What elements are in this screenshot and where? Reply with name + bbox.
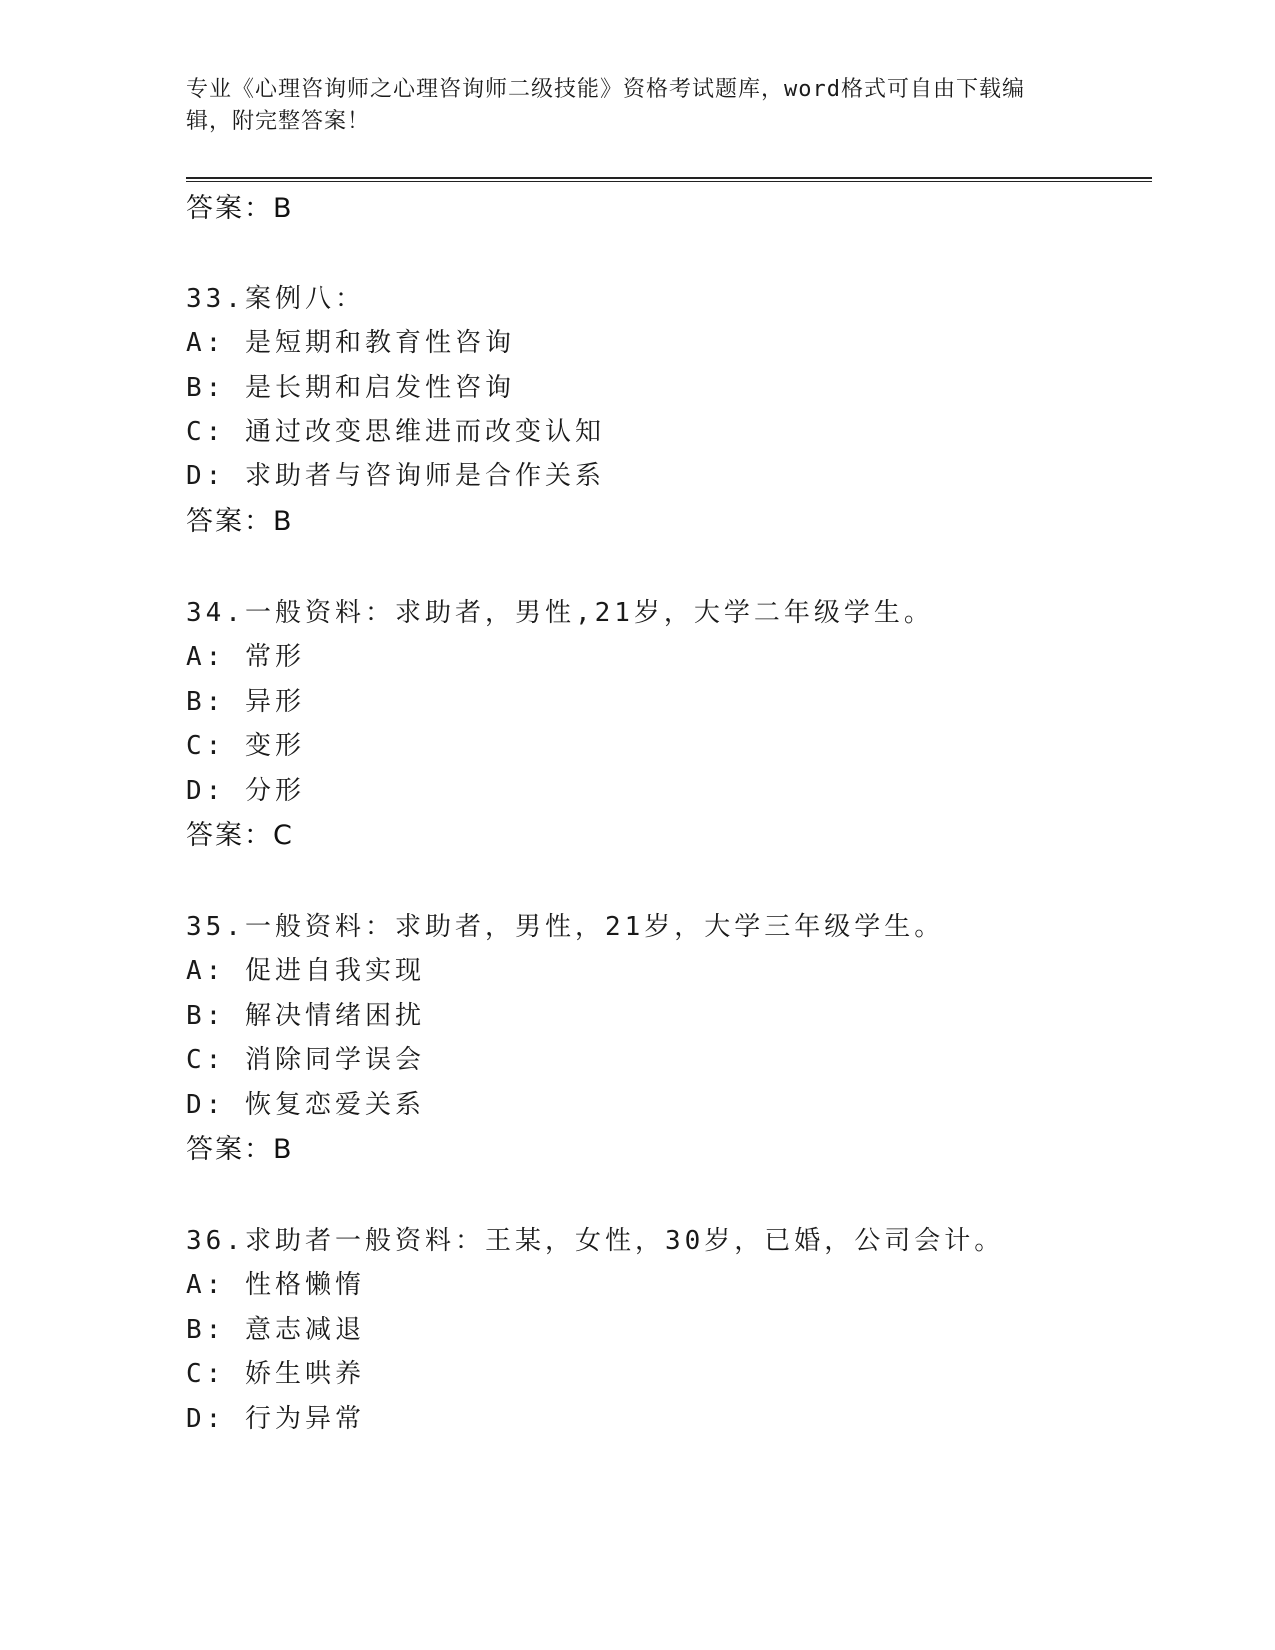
question-35-option-b: B: 解决情绪困扰: [186, 1001, 425, 1031]
question-36-option-b: B: 意志减退: [186, 1315, 365, 1345]
question-34-option-b: B: 异形: [186, 687, 305, 717]
question-33-stem: 33.案例八：: [186, 284, 365, 314]
question-33-option-c: C: 通过改变思维进而改变认知: [186, 417, 605, 447]
question-36-option-c: C: 娇生哄养: [186, 1359, 365, 1389]
question-34-stem: 34.一般资料：求助者，男性,21岁，大学二年级学生。: [186, 598, 934, 628]
question-36-option-a: A: 性格懒惰: [186, 1270, 365, 1300]
question-34-option-d: D: 分形: [186, 776, 305, 806]
question-33-answer: 答案：B: [186, 506, 294, 537]
question-36-stem: 36.求助者一般资料：王某，女性，30岁，已婚，公司会计。: [186, 1226, 1005, 1256]
question-33-option-d: D: 求助者与咨询师是合作关系: [186, 461, 605, 491]
question-33-option-a: A: 是短期和教育性咨询: [186, 328, 515, 358]
question-33-option-b: B: 是长期和启发性咨询: [186, 373, 515, 403]
question-35-option-c: C: 消除同学误会: [186, 1045, 425, 1075]
question-34-answer: 答案：C: [186, 820, 294, 851]
question-35-option-d: D: 恢复恋爱关系: [186, 1090, 425, 1120]
question-34-option-a: A: 常形: [186, 642, 305, 672]
header-divider: [186, 177, 1152, 182]
question-35-stem: 35.一般资料：求助者，男性，21岁，大学三年级学生。: [186, 912, 945, 942]
question-36-option-d: D: 行为异常: [186, 1404, 365, 1434]
question-35-option-a: A: 促进自我实现: [186, 956, 425, 986]
previous-answer: 答案：B: [186, 193, 294, 224]
question-34-option-c: C: 变形: [186, 731, 305, 761]
page-header: 专业《心理咨询师之心理咨询师二级技能》资格考试题库，word格式可自由下载编辑，附完整答案！: [186, 77, 1025, 134]
question-35-answer: 答案：B: [186, 1134, 294, 1165]
